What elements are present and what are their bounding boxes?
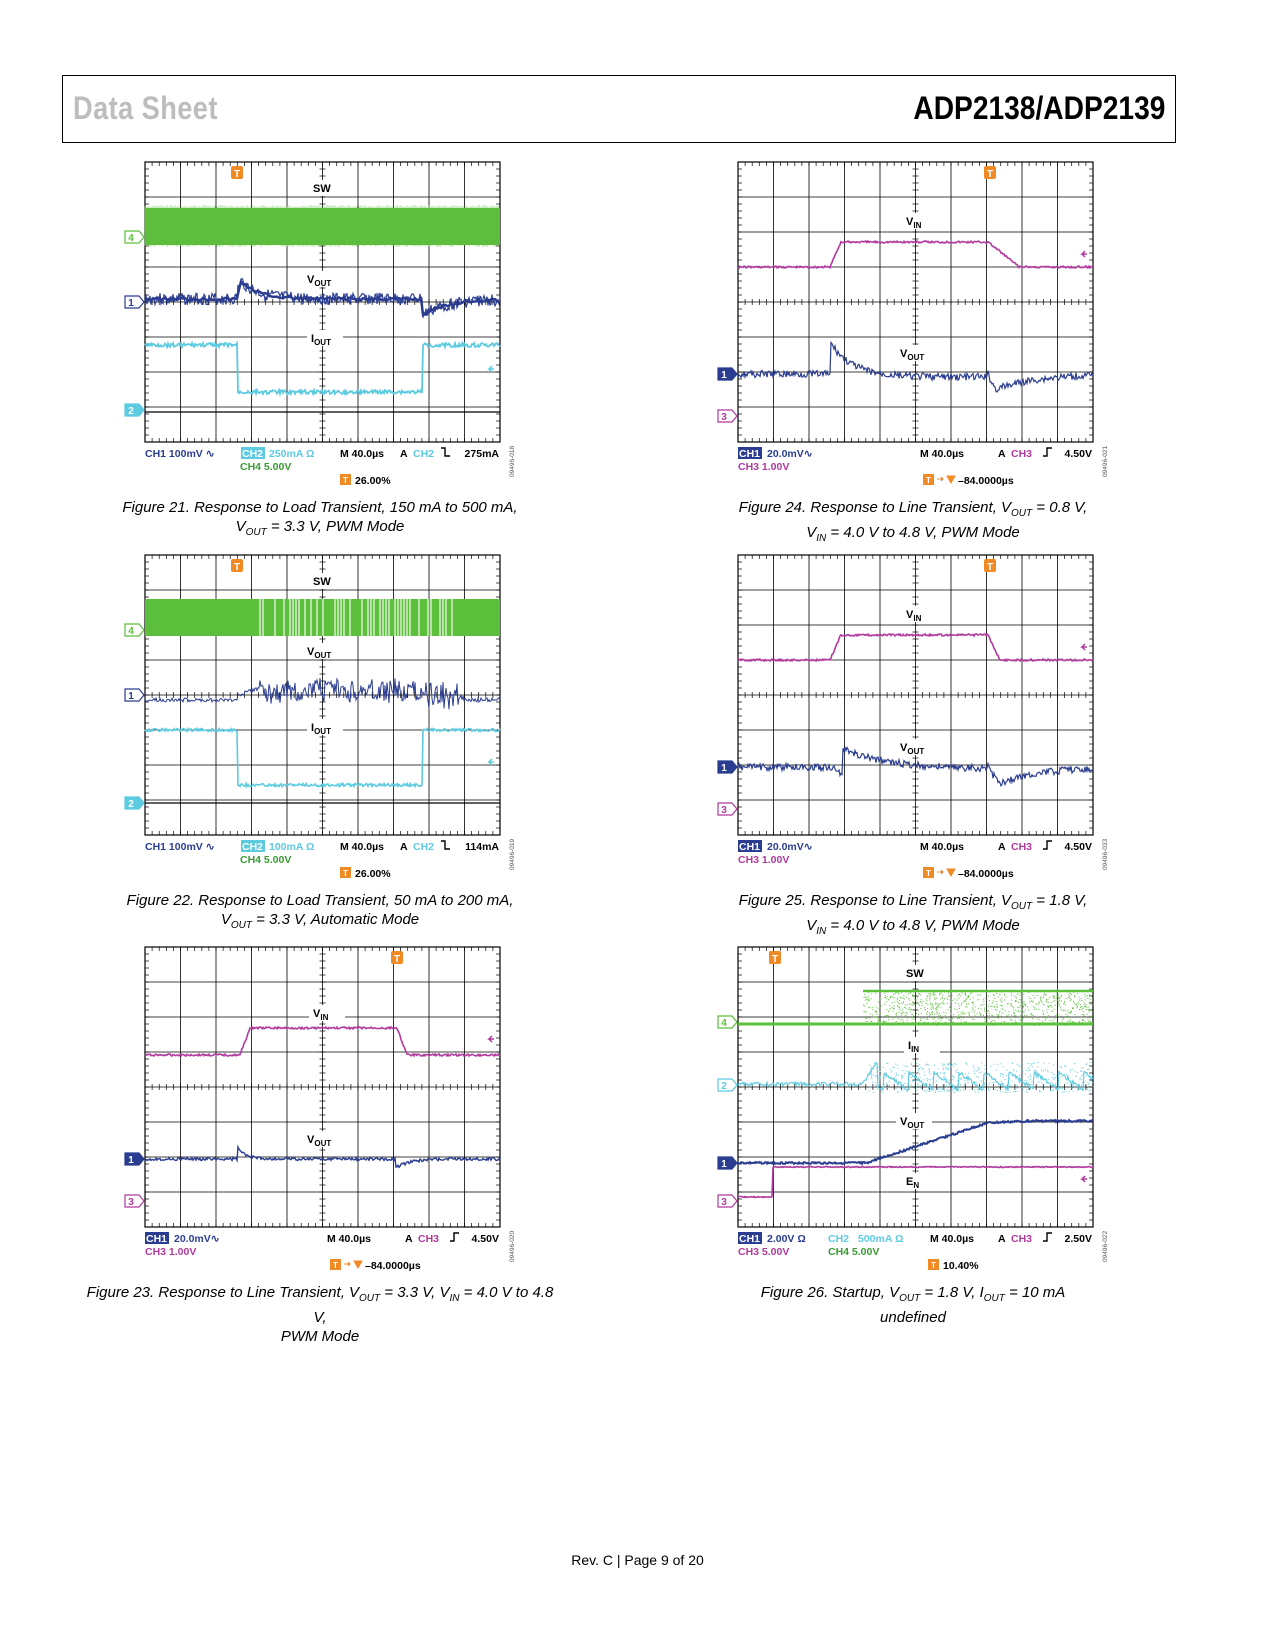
svg-text:T: T [393, 954, 401, 965]
figure-caption: Figure 24. Response to Line Transient, $V_{OUT} = 0.8$ V, $V_{IN} = 4.0$ V to 4.8 V, PWM Mode [738, 499, 1088, 544]
svg-text:T: T [343, 476, 348, 485]
scope-screen [698, 160, 1258, 540]
svg-text:CH3: CH3 [1011, 841, 1033, 853]
figure-caption: Figure 22. Response to Load Transient, 50 mA to 200 mA, $V_{OUT} = 3.3$ V, Automatic Mode [126, 892, 514, 931]
scope-status [145, 447, 499, 487]
svg-text:CH4 5.00V: CH4 5.00V [240, 854, 292, 866]
svg-text:1: 1 [128, 298, 134, 309]
trace-label [902, 606, 938, 623]
svg-text:CH2: CH2 [242, 448, 264, 460]
svg-text:10.40%: 10.40% [943, 1260, 979, 1272]
scope-screen [105, 160, 665, 540]
falling-edge-icon [441, 448, 450, 456]
channel-marker-3 [718, 803, 737, 816]
svg-text:2.50V: 2.50V [1064, 1233, 1092, 1245]
trace-label-sub: OUT [907, 353, 925, 362]
header-part-number: ADP2138/ADP2139 [912, 90, 1165, 126]
svg-text:A: A [400, 841, 408, 853]
trace-label [303, 1131, 339, 1148]
svg-text:CH1 100mV ∿: CH1 100mV ∿ [145, 841, 215, 853]
svg-text:4: 4 [721, 1018, 727, 1029]
svg-text:3: 3 [721, 1197, 727, 1208]
channel-marker-1 [718, 368, 737, 381]
channel-marker-4 [718, 1016, 737, 1029]
trace-label [309, 1005, 345, 1022]
svg-text:114mA: 114mA [465, 841, 499, 853]
scope-screen [698, 553, 1258, 933]
svg-text:CH4 5.00V: CH4 5.00V [828, 1246, 880, 1258]
channel-marker-1 [718, 1157, 737, 1170]
svg-text:T: T [233, 562, 241, 573]
channel-marker-2 [718, 1079, 737, 1092]
svg-text:250mA Ω: 250mA Ω [269, 448, 315, 460]
trace-label [902, 965, 938, 981]
svg-text:CH1: CH1 [739, 1233, 761, 1245]
trace-label-text: V [313, 1008, 321, 1020]
trace-label-text: I [908, 1040, 912, 1052]
svg-text:SW [313, 183, 331, 195]
channel-marker-1 [125, 689, 144, 702]
svg-text:A: A [998, 448, 1006, 460]
trigger-offset-icon [344, 1261, 362, 1268]
svg-text:4.50V: 4.50V [1064, 841, 1092, 853]
svg-text:CH3: CH3 [1011, 448, 1033, 460]
figure-caption: Figure 21. Response to Load Transient, 150 mA to 500 mA, $V_{OUT} = 3.3$ V, PWM Mode [122, 499, 518, 538]
figure-code: 09496-020 [509, 1230, 516, 1262]
svg-text:CH2: CH2 [242, 841, 264, 853]
figure-code: 09496-033 [1102, 838, 1109, 870]
rising-edge-icon [1043, 448, 1052, 456]
trace-label-sub: OUT [314, 338, 331, 347]
svg-text:A: A [998, 1233, 1006, 1245]
svg-text:4.50V: 4.50V [1064, 448, 1092, 460]
scope-grid [145, 947, 500, 1227]
svg-text:20.0mV∿: 20.0mV∿ [767, 448, 813, 460]
svg-text:M 40.0µs: M 40.0µs [340, 448, 384, 460]
trace-label-text: V [307, 646, 315, 658]
trigger-marker-icon [231, 559, 243, 573]
trace-label [303, 643, 339, 660]
trace-label-text: I [311, 333, 315, 345]
rising-edge-icon [450, 1233, 459, 1241]
figure-caption: Figure 25. Response to Line Transient, $V_{OUT} = 1.8$ V, $V_{IN} = 4.0$ V to 4.8 V, PWM Mode [738, 892, 1088, 937]
trace-label-text: V [307, 274, 315, 286]
svg-text:T: T [986, 562, 994, 573]
channel-marker-3 [125, 1195, 144, 1208]
svg-text:4: 4 [128, 626, 134, 637]
trace-label-text: V [900, 742, 908, 754]
trace-label-text: V [307, 1134, 315, 1146]
svg-text:T: T [333, 1261, 338, 1270]
header-doc-type: Data Sheet [73, 90, 218, 126]
svg-text:CH4 5.00V: CH4 5.00V [240, 461, 292, 473]
trace-label-sub: OUT [314, 1139, 332, 1148]
rising-edge-icon [1043, 1233, 1052, 1241]
scope-status [145, 840, 499, 880]
svg-text:1: 1 [721, 370, 727, 381]
trace-label [902, 213, 938, 230]
scope-status [738, 1232, 1092, 1272]
svg-text:T: T [926, 869, 931, 878]
svg-text:4: 4 [128, 233, 134, 244]
page-header [62, 75, 1176, 143]
trace-label-sub: OUT [314, 727, 331, 736]
trace-label [303, 271, 339, 288]
svg-text:CH2: CH2 [413, 841, 435, 853]
svg-text:500mA Ω: 500mA Ω [858, 1233, 904, 1245]
svg-text:CH2: CH2 [413, 448, 435, 460]
svg-text:CH1: CH1 [739, 448, 761, 460]
trace-label-text: V [906, 609, 914, 621]
svg-text:1: 1 [721, 1159, 727, 1170]
falling-edge-icon [441, 841, 450, 849]
trace-label-sub: IN [913, 221, 922, 230]
svg-text:20.0mV∿: 20.0mV∿ [767, 841, 813, 853]
channel-marker-2 [125, 797, 144, 810]
svg-text:–84.0000µs: –84.0000µs [958, 868, 1014, 880]
trace-label-text: SW [906, 968, 924, 980]
scope-grid [738, 555, 1093, 835]
trigger-marker-icon [231, 166, 243, 180]
rising-edge-icon [1043, 841, 1052, 849]
svg-text:CH1: CH1 [739, 841, 761, 853]
svg-text:3: 3 [128, 1197, 134, 1208]
trace-label-sub: IN [320, 1013, 329, 1022]
svg-text:20.0mV∿: 20.0mV∿ [174, 1233, 220, 1245]
svg-text:2: 2 [128, 799, 134, 810]
trace-label-text: SW [313, 576, 331, 588]
trace-label-text: V [906, 216, 914, 228]
channel-marker-1 [125, 1153, 144, 1166]
svg-text:26.00%: 26.00% [355, 475, 391, 487]
scope-status [738, 447, 1092, 487]
trace-label [904, 1037, 940, 1054]
trace-label-sub: OUT [314, 279, 332, 288]
svg-text:M 40.0µs: M 40.0µs [920, 448, 964, 460]
svg-text:2: 2 [721, 1081, 727, 1092]
svg-text:A: A [405, 1233, 413, 1245]
trace-label [307, 330, 343, 347]
svg-text:M 40.0µs: M 40.0µs [327, 1233, 371, 1245]
channel-marker-1 [718, 761, 737, 774]
svg-text:4.50V: 4.50V [471, 1233, 499, 1245]
trigger-offset-icon [937, 476, 955, 483]
svg-text:CH3 1.00V: CH3 1.00V [738, 461, 790, 473]
svg-text:CH2: CH2 [828, 1233, 850, 1245]
trigger-marker-icon [391, 951, 403, 965]
figure-caption: Figure 23. Response to Line Transient, $V_{OUT} = 3.3$ V, $V_{IN} = 4.0$ V to 4.8 V, PWM Mode [86, 1284, 554, 1345]
svg-text:A: A [400, 448, 408, 460]
svg-text:100mA Ω: 100mA Ω [269, 841, 315, 853]
figure-code: 09496-022 [1102, 1230, 1109, 1262]
svg-text:CH3: CH3 [1011, 1233, 1033, 1245]
trace-label-sub: IN [913, 614, 922, 623]
trigger-marker-icon [769, 951, 781, 965]
channel-marker-2 [125, 404, 144, 417]
channel-marker-3 [718, 410, 737, 423]
channel-marker-1 [125, 296, 144, 309]
svg-text:SW [906, 968, 924, 980]
scope-screen [105, 945, 665, 1325]
svg-text:T: T [986, 169, 994, 180]
svg-text:CH1 100mV ∿: CH1 100mV ∿ [145, 448, 215, 460]
svg-text:–84.0000µs: –84.0000µs [365, 1260, 421, 1272]
svg-text:3: 3 [721, 805, 727, 816]
svg-text:275mA: 275mA [464, 448, 499, 460]
figure-code: 09496-021 [1102, 445, 1109, 477]
trace-label-text: SW [313, 183, 331, 195]
svg-text:M 40.0µs: M 40.0µs [930, 1233, 974, 1245]
svg-text:2: 2 [128, 406, 134, 417]
svg-text:1: 1 [128, 691, 134, 702]
svg-text:CH3 1.00V: CH3 1.00V [738, 854, 790, 866]
trace-label [309, 180, 345, 196]
trace-label [896, 739, 932, 756]
svg-text:T: T [931, 1261, 936, 1270]
figure-caption: Figure 26. Startup, $V_{OUT} = 1.8$ V, $I_{OUT} = 10$ mA undefined [760, 1284, 1066, 1326]
trace-label [896, 345, 932, 362]
svg-text:CH3 1.00V: CH3 1.00V [145, 1246, 197, 1258]
trace-label [309, 573, 345, 589]
svg-text:26.00%: 26.00% [355, 868, 391, 880]
svg-text:T: T [926, 476, 931, 485]
scope-screen [698, 945, 1258, 1325]
channel-marker-4 [125, 231, 144, 244]
trigger-marker-icon [984, 559, 996, 573]
svg-text:CH1: CH1 [146, 1233, 168, 1245]
trace-label [307, 719, 343, 736]
scope-grid [738, 162, 1093, 442]
trace-label-sub: OUT [907, 747, 925, 756]
sw-trace [145, 205, 500, 247]
svg-text:1: 1 [721, 763, 727, 774]
scope-status [145, 1232, 499, 1272]
svg-text:M 40.0µs: M 40.0µs [920, 841, 964, 853]
scope-status [738, 840, 1092, 880]
svg-text:A: A [998, 841, 1006, 853]
sw-trace [145, 599, 500, 636]
svg-text:M 40.0µs: M 40.0µs [340, 841, 384, 853]
scope-screen [105, 553, 665, 933]
trace-label [896, 1113, 932, 1130]
svg-text:SW [313, 576, 331, 588]
svg-text:3: 3 [721, 412, 727, 423]
svg-text:–84.0000µs: –84.0000µs [958, 475, 1014, 487]
svg-text:1: 1 [128, 1155, 134, 1166]
svg-text:CH3: CH3 [418, 1233, 440, 1245]
svg-text:T: T [343, 869, 348, 878]
trace-label-sub: IN [911, 1045, 920, 1054]
channel-marker-4 [125, 624, 144, 637]
trace-label-text: V [900, 348, 908, 360]
channel-marker-3 [718, 1195, 737, 1208]
trace-label-sub: N [913, 1181, 920, 1190]
trace-label-text: E [906, 1176, 914, 1188]
svg-text:2.00V Ω: 2.00V Ω [767, 1233, 806, 1245]
trace-label-sub: OUT [907, 1121, 925, 1130]
figure-code: 09496-019 [509, 838, 516, 870]
svg-text:T: T [771, 954, 779, 965]
trace-label [902, 1173, 938, 1190]
page-footer: Rev. C | Page 9 of 20 [571, 1552, 704, 1568]
trace-label-text: V [900, 1116, 908, 1128]
figure-code: 09496-018 [509, 445, 516, 477]
svg-text:T: T [233, 169, 241, 180]
svg-text:CH3 5.00V: CH3 5.00V [738, 1246, 790, 1258]
trace-label-sub: OUT [314, 651, 332, 660]
trace-label-text: I [311, 722, 315, 734]
trigger-marker-icon [984, 166, 996, 180]
trigger-offset-icon [937, 869, 955, 876]
